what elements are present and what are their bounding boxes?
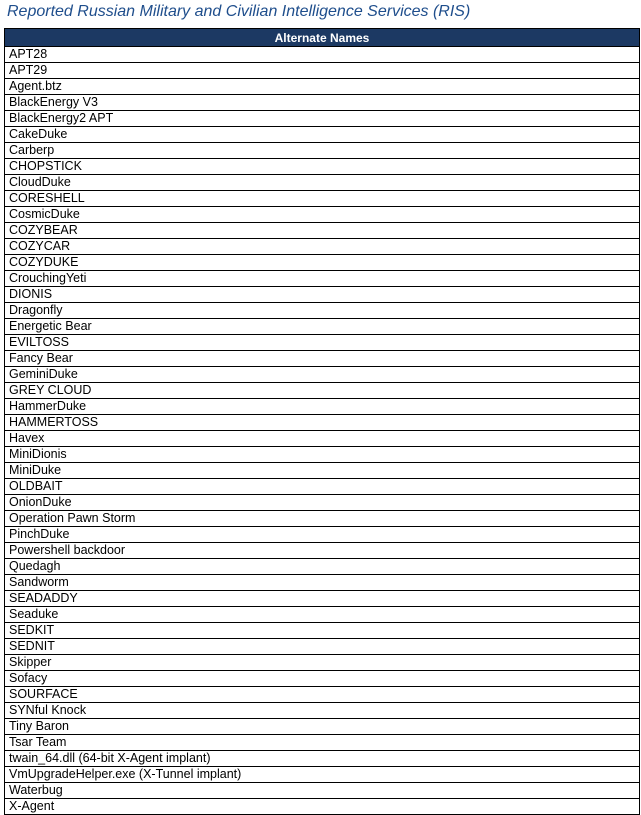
table-cell: twain_64.dll (64-bit X-Agent implant) <box>5 751 640 767</box>
table-header-row <box>5 29 640 47</box>
table-cell: SYNful Knock <box>5 703 640 719</box>
table-cell: X-Agent <box>5 799 640 815</box>
table-row <box>5 783 640 799</box>
table-cell: CloudDuke <box>5 175 640 191</box>
table-cell: APT29 <box>5 63 640 79</box>
table-cell: MiniDuke <box>5 463 640 479</box>
table-row <box>5 383 640 399</box>
table-row <box>5 111 640 127</box>
table-cell: CosmicDuke <box>5 207 640 223</box>
table-cell: Operation Pawn Storm <box>5 511 640 527</box>
table-cell: Powershell backdoor <box>5 543 640 559</box>
table-body <box>5 47 640 815</box>
table-row <box>5 463 640 479</box>
table-row <box>5 79 640 95</box>
table-row <box>5 767 640 783</box>
table-cell: Sandworm <box>5 575 640 591</box>
table-cell: OLDBAIT <box>5 479 640 495</box>
table-row <box>5 735 640 751</box>
table-cell: Havex <box>5 431 640 447</box>
table-row <box>5 431 640 447</box>
table-row <box>5 703 640 719</box>
table-row <box>5 175 640 191</box>
table-row <box>5 719 640 735</box>
table-row <box>5 287 640 303</box>
table-row <box>5 351 640 367</box>
table-cell: SEADADDY <box>5 591 640 607</box>
table-row <box>5 95 640 111</box>
table-row <box>5 479 640 495</box>
table-cell: MiniDionis <box>5 447 640 463</box>
table-row <box>5 623 640 639</box>
column-header-alternate-names: Alternate Names <box>5 29 640 47</box>
table-row <box>5 63 640 79</box>
table-cell: HammerDuke <box>5 399 640 415</box>
table-cell: COZYCAR <box>5 239 640 255</box>
table-row <box>5 367 640 383</box>
table-row <box>5 671 640 687</box>
table-cell: GeminiDuke <box>5 367 640 383</box>
table-cell: Tiny Baron <box>5 719 640 735</box>
table-row <box>5 335 640 351</box>
table-cell: BlackEnergy2 APT <box>5 111 640 127</box>
table-row <box>5 655 640 671</box>
table-row <box>5 143 640 159</box>
table-cell: SEDNIT <box>5 639 640 655</box>
table-row <box>5 319 640 335</box>
table-row <box>5 207 640 223</box>
table-cell: HAMMERTOSS <box>5 415 640 431</box>
table-cell: EVILTOSS <box>5 335 640 351</box>
table-cell: Agent.btz <box>5 79 640 95</box>
table-row <box>5 751 640 767</box>
table-row <box>5 527 640 543</box>
table-cell: CakeDuke <box>5 127 640 143</box>
table-row <box>5 191 640 207</box>
table-row <box>5 543 640 559</box>
table-cell: Skipper <box>5 655 640 671</box>
table-row <box>5 271 640 287</box>
table-row <box>5 303 640 319</box>
table-cell: DIONIS <box>5 287 640 303</box>
table-row <box>5 415 640 431</box>
table-row <box>5 607 640 623</box>
table-cell: SOURFACE <box>5 687 640 703</box>
table-row <box>5 591 640 607</box>
table-row <box>5 159 640 175</box>
table-row <box>5 223 640 239</box>
table-cell: Energetic Bear <box>5 319 640 335</box>
table-cell: Waterbug <box>5 783 640 799</box>
table-row <box>5 799 640 815</box>
table-cell: APT28 <box>5 47 640 63</box>
table-cell: CrouchingYeti <box>5 271 640 287</box>
table-row <box>5 399 640 415</box>
table-cell: Fancy Bear <box>5 351 640 367</box>
table-row <box>5 447 640 463</box>
table-row <box>5 495 640 511</box>
table-cell: COZYDUKE <box>5 255 640 271</box>
table-row <box>5 127 640 143</box>
table-row <box>5 511 640 527</box>
table-cell: Seaduke <box>5 607 640 623</box>
table-row <box>5 575 640 591</box>
table-cell: CORESHELL <box>5 191 640 207</box>
document-title: Reported Russian Military and Civilian Intelligence Services (RIS) <box>7 3 471 20</box>
table-cell: CHOPSTICK <box>5 159 640 175</box>
table-cell: PinchDuke <box>5 527 640 543</box>
table-cell: VmUpgradeHelper.exe (X-Tunnel implant) <box>5 767 640 783</box>
table-cell: COZYBEAR <box>5 223 640 239</box>
alternate-names-table <box>4 28 640 815</box>
table-cell: OnionDuke <box>5 495 640 511</box>
table-cell: Quedagh <box>5 559 640 575</box>
table-cell: SEDKIT <box>5 623 640 639</box>
table-cell: Sofacy <box>5 671 640 687</box>
table-row <box>5 687 640 703</box>
table-cell: BlackEnergy V3 <box>5 95 640 111</box>
table-cell: GREY CLOUD <box>5 383 640 399</box>
table-row <box>5 639 640 655</box>
table-row <box>5 255 640 271</box>
table-row <box>5 239 640 255</box>
table-cell: Tsar Team <box>5 735 640 751</box>
table-cell: Carberp <box>5 143 640 159</box>
table-row <box>5 559 640 575</box>
table-row <box>5 47 640 63</box>
table-cell: Dragonfly <box>5 303 640 319</box>
